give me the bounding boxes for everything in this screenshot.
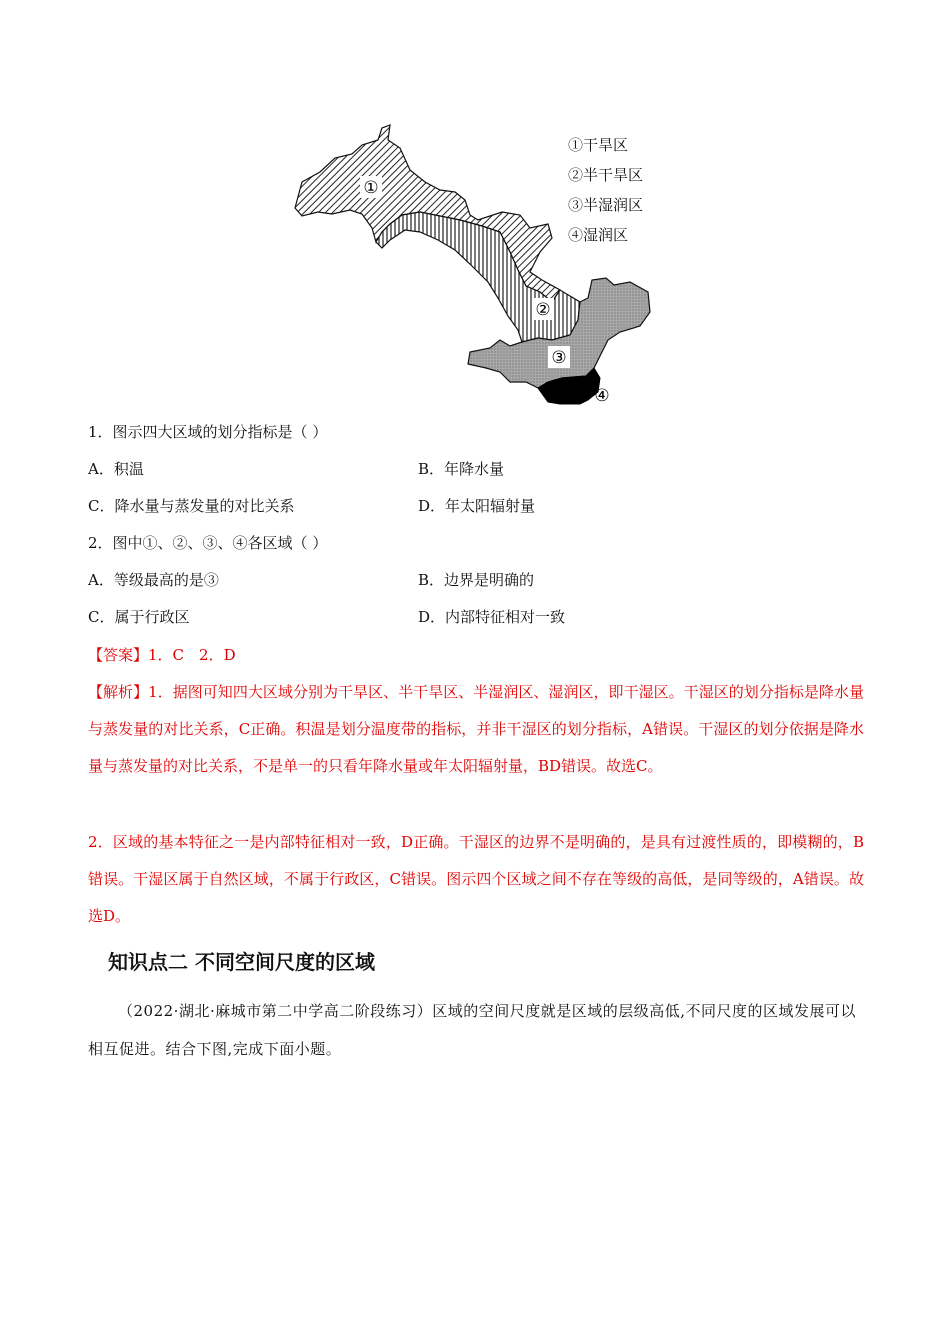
analysis-paragraph-2: 2．区域的基本特征之一是内部特征相对一致，D正确。干湿区的边界不是明确的，是具有过渡性质的，即模糊的，B错误。干湿区属于自然区域，不属于行政区，C错误。图示四个区域之间不存在等级的高低，是同等级的，A错误。故选D。 <box>88 833 864 925</box>
map-legend <box>568 130 643 250</box>
question-2-option-c: C．属于行政区 <box>88 608 190 626</box>
region-label-4: ④ <box>594 386 610 406</box>
question-1-option-b: B．年降水量 <box>418 460 505 478</box>
answer-tag: 【答案】 <box>88 646 149 664</box>
analysis-paragraph-1 <box>88 674 864 785</box>
section-heading: 知识点二 不同空间尺度的区域 <box>108 950 375 974</box>
question-1-stem: 1．图示四大区域的划分指标是（ ） <box>88 423 328 441</box>
question-1-option-c: C．降水量与蒸发量的对比关系 <box>88 497 295 515</box>
legend-item-arid: ①干旱区 <box>568 136 629 154</box>
region-label-1: ① <box>363 178 379 198</box>
region-label-3: ③ <box>551 348 567 368</box>
legend-item-humid: ④湿润区 <box>568 226 629 244</box>
region-label-2: ② <box>535 300 551 320</box>
question-1-option-a: A．积温 <box>88 460 144 478</box>
answer-text: 1．C 2．D <box>148 646 236 664</box>
question-2-option-d: D．内部特征相对一致 <box>418 608 566 626</box>
question-1-option-d: D．年太阳辐射量 <box>418 497 536 515</box>
analysis-tag: 【解析】 <box>88 683 149 701</box>
question-2-option-b: B．边界是明确的 <box>418 571 535 589</box>
question-2-stem: 2．图中①、②、③、④各区域（ ） <box>88 534 328 552</box>
analysis-text-1: 1．据图可知四大区域分别为干旱区、半干旱区、半湿润区、湿润区，即干湿区。干湿区的划分指标是降水量与蒸发量的对比关系，C正确。积温是划分温度带的指标，并非干湿区的划分指标，A错误。干湿区的划分依据是降水量与蒸发量的对比关系，不是单一的只看年降水量或年太阳辐射量，BD错误。故选C。 <box>88 683 864 775</box>
question-2-option-a: A．等级最高的是③ <box>88 571 219 589</box>
legend-item-semi-arid: ②半干旱区 <box>568 166 644 184</box>
legend-item-sub-humid: ③半湿润区 <box>568 196 644 214</box>
answer-line <box>88 645 236 665</box>
section-intro: （2022·湖北·麻城市第二中学高二阶段练习）区域的空间尺度就是区域的层级高低,不同尺度的区域发展可以相互促进。结合下图,完成下面小题。 <box>88 1002 856 1058</box>
